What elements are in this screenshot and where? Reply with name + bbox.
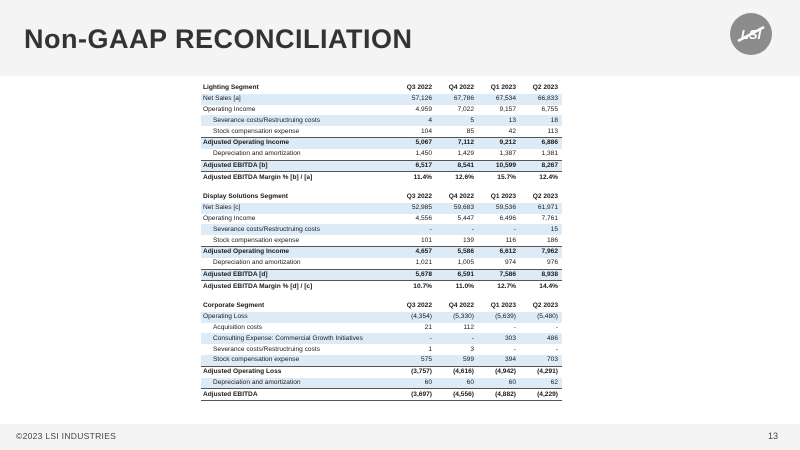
- table-row: [201, 203, 562, 214]
- cell-value: (4,616): [436, 366, 478, 377]
- row-label: Net Sales [a]: [201, 94, 394, 105]
- row-label: Adjusted Operating Loss: [201, 366, 394, 377]
- column-header: Q3 2022: [406, 84, 432, 92]
- lsi-logo-icon: [729, 12, 773, 56]
- cell-value: 575: [394, 355, 436, 366]
- cell-value: 8,541: [436, 160, 478, 172]
- cell-value: 101: [420, 236, 432, 244]
- cell-value: 18: [520, 115, 562, 126]
- table-row: [201, 94, 562, 105]
- logo-text: LSI: [740, 27, 762, 42]
- cell-value: 599: [436, 355, 478, 366]
- segment-title: Lighting Segment: [203, 84, 259, 92]
- cell-value: 7,112: [436, 137, 478, 148]
- cell-value: -: [555, 345, 558, 353]
- row-label: Stock compensation expense: [213, 127, 300, 135]
- cell-value: 4,959: [415, 105, 432, 113]
- segment-title: Corporate Segment: [203, 302, 265, 310]
- cell-value: 3: [470, 345, 474, 353]
- row-label: Severance costs/Restructruing costs: [201, 224, 394, 235]
- table-row: [201, 269, 562, 281]
- cell-value: 14.4%: [539, 282, 558, 290]
- cell-value: 52,985: [394, 203, 436, 214]
- table-row: [201, 137, 562, 148]
- row-label: Depreciation and amortization: [201, 378, 394, 389]
- row-label: Operating Loss: [201, 312, 394, 323]
- footer-copyright: ©2023 LSI INDUSTRIES: [16, 431, 117, 441]
- row-label: Adjusted EBITDA: [201, 389, 394, 401]
- cell-value: 12.7%: [497, 282, 516, 290]
- cell-value: 394: [478, 355, 520, 366]
- row-label: Adjusted EBITDA Margin % [b] / [a]: [203, 173, 313, 181]
- cell-value: 8,938: [520, 269, 562, 281]
- table-row: [201, 355, 562, 366]
- cell-value: 303: [478, 333, 520, 344]
- table-row: [201, 323, 562, 334]
- cell-value: 59,536: [478, 203, 520, 214]
- segment-title: Display Solutions Segment: [203, 193, 289, 201]
- cell-value: (5,480): [520, 312, 562, 323]
- cell-value: 8,267: [520, 160, 562, 172]
- column-header: Q4 2022: [448, 84, 474, 92]
- cell-value: -: [394, 224, 436, 235]
- cell-value: 1,005: [457, 259, 474, 267]
- display-solutions-segment-table: [201, 192, 562, 292]
- column-header: Q2 2023: [532, 302, 558, 310]
- cell-value: 6,755: [541, 105, 558, 113]
- table-header-row: [201, 192, 562, 203]
- cell-value: 6,886: [520, 137, 562, 148]
- cell-value: (4,942): [478, 366, 520, 377]
- page-number: 13: [767, 431, 778, 441]
- cell-value: 6,517: [394, 160, 436, 172]
- cell-value: 1,021: [415, 259, 432, 267]
- corporate-segment-table: [201, 301, 562, 401]
- cell-value: 5: [436, 115, 478, 126]
- cell-value: -: [436, 224, 478, 235]
- column-header: Q2 2023: [532, 84, 558, 92]
- column-header: Q4 2022: [448, 302, 474, 310]
- table-row: [201, 258, 562, 269]
- table-row: [201, 281, 562, 292]
- row-label: Adjusted EBITDA Margin % [d] / [c]: [203, 282, 313, 290]
- cell-value: 1,450: [415, 150, 432, 158]
- table-row: [201, 344, 562, 355]
- cell-value: -: [513, 345, 516, 353]
- row-label: Depreciation and amortization: [213, 150, 301, 158]
- column-header: Q1 2023: [490, 302, 516, 310]
- table-row: [201, 246, 562, 257]
- cell-value: 4: [394, 115, 436, 126]
- column-header: Q4 2022: [448, 193, 474, 201]
- cell-value: 5,067: [394, 137, 436, 148]
- table-header-row: [201, 301, 562, 312]
- cell-value: -: [436, 333, 478, 344]
- cell-value: 67,534: [478, 94, 520, 105]
- cell-value: (4,882): [478, 389, 520, 401]
- cell-value: 10,599: [478, 160, 520, 172]
- cell-value: -: [394, 333, 436, 344]
- cell-value: 113: [547, 127, 558, 135]
- row-label: Stock compensation expense: [201, 355, 394, 366]
- cell-value: -: [555, 323, 558, 331]
- cell-value: (4,556): [436, 389, 478, 401]
- row-label: Adjusted Operating Income: [201, 137, 394, 148]
- page-title: Non-GAAP RECONCILIATION: [24, 24, 413, 54]
- table-row: [201, 214, 562, 225]
- cell-value: 6,591: [436, 269, 478, 281]
- table-row: [201, 235, 562, 246]
- cell-value: 5,586: [436, 246, 478, 257]
- cell-value: 139: [462, 236, 474, 244]
- table-header-row: [201, 83, 562, 94]
- column-header: Q3 2022: [406, 193, 432, 201]
- cell-value: 12.4%: [539, 173, 558, 181]
- table-row: [201, 366, 562, 377]
- cell-value: 42: [508, 127, 516, 135]
- cell-value: 7,586: [478, 269, 520, 281]
- cell-value: 1,387: [499, 150, 516, 158]
- column-header: Q2 2023: [532, 193, 558, 201]
- lighting-segment-table: [201, 83, 562, 183]
- column-header: Q1 2023: [490, 84, 516, 92]
- cell-value: (4,291): [520, 366, 562, 377]
- row-label: Operating Income: [203, 214, 256, 222]
- table-row: [201, 149, 562, 160]
- row-label: Acquisition costs: [213, 323, 263, 331]
- cell-value: 60: [394, 378, 436, 389]
- cell-value: 9,212: [478, 137, 520, 148]
- cell-value: 21: [424, 323, 432, 331]
- row-label: Depreciation and amortization: [213, 259, 301, 267]
- row-label: Adjusted EBITDA [d]: [201, 269, 394, 281]
- cell-value: 15: [520, 224, 562, 235]
- cell-value: 1,381: [541, 150, 558, 158]
- cell-value: 5,447: [457, 214, 474, 222]
- cell-value: 60: [436, 378, 478, 389]
- cell-value: 112: [463, 323, 474, 331]
- cell-value: 59,683: [436, 203, 478, 214]
- column-header: Q1 2023: [490, 193, 516, 201]
- cell-value: 1,429: [457, 150, 474, 158]
- table-row: [201, 224, 562, 235]
- cell-value: (3,757): [394, 366, 436, 377]
- row-label: Adjusted Operating Income: [201, 246, 394, 257]
- table-row: [201, 126, 562, 137]
- row-label: Net Sales [c]: [201, 203, 394, 214]
- column-header: Q3 2022: [406, 302, 432, 310]
- cell-value: 4,657: [394, 246, 436, 257]
- table-row: [201, 389, 562, 401]
- table-row: [201, 115, 562, 126]
- cell-value: 11.0%: [455, 282, 474, 290]
- cell-value: 66,833: [520, 94, 562, 105]
- row-label: Operating Income: [203, 105, 256, 113]
- row-label: Severance costs/Restructruing costs: [201, 115, 394, 126]
- row-label: Adjusted EBITDA [b]: [201, 160, 394, 172]
- cell-value: 976: [546, 259, 558, 267]
- cell-value: 67,786: [436, 94, 478, 105]
- table-row: [201, 378, 562, 389]
- cell-value: (5,639): [478, 312, 520, 323]
- cell-value: (4,229): [520, 389, 562, 401]
- cell-value: 7,962: [520, 246, 562, 257]
- table-row: [201, 172, 562, 183]
- cell-value: (3,697): [394, 389, 436, 401]
- cell-value: -: [513, 323, 516, 331]
- cell-value: 4,556: [415, 214, 432, 222]
- row-label: Consulting Expense: Commercial Growth Initiatives: [201, 333, 394, 344]
- footer-band: [0, 424, 800, 450]
- cell-value: 703: [520, 355, 562, 366]
- cell-value: 186: [546, 236, 558, 244]
- cell-value: 6,612: [478, 246, 520, 257]
- table-row: [201, 333, 562, 344]
- cell-value: 13: [478, 115, 520, 126]
- cell-value: 6,496: [499, 214, 516, 222]
- cell-value: (5,330): [436, 312, 478, 323]
- cell-value: 60: [478, 378, 520, 389]
- cell-value: 85: [466, 127, 474, 135]
- cell-value: 11.4%: [413, 173, 432, 181]
- cell-value: -: [478, 224, 520, 235]
- cell-value: 104: [420, 127, 432, 135]
- cell-value: 9,157: [499, 105, 516, 113]
- row-label: Severance costs/Restructruing costs: [213, 345, 321, 353]
- cell-value: 116: [505, 236, 516, 244]
- cell-value: 12.6%: [455, 173, 474, 181]
- cell-value: 7,761: [541, 214, 558, 222]
- cell-value: 10.7%: [413, 282, 432, 290]
- cell-value: 974: [504, 259, 516, 267]
- table-row: [201, 312, 562, 323]
- cell-value: 62: [520, 378, 562, 389]
- table-row: [201, 160, 562, 172]
- cell-value: 15.7%: [497, 173, 516, 181]
- row-label: Stock compensation expense: [213, 236, 300, 244]
- cell-value: 7,022: [457, 105, 474, 113]
- cell-value: 57,126: [394, 94, 436, 105]
- cell-value: (4,354): [394, 312, 436, 323]
- cell-value: 5,678: [394, 269, 436, 281]
- cell-value: 486: [520, 333, 562, 344]
- table-row: [201, 105, 562, 116]
- cell-value: 61,971: [520, 203, 562, 214]
- cell-value: 1: [428, 345, 432, 353]
